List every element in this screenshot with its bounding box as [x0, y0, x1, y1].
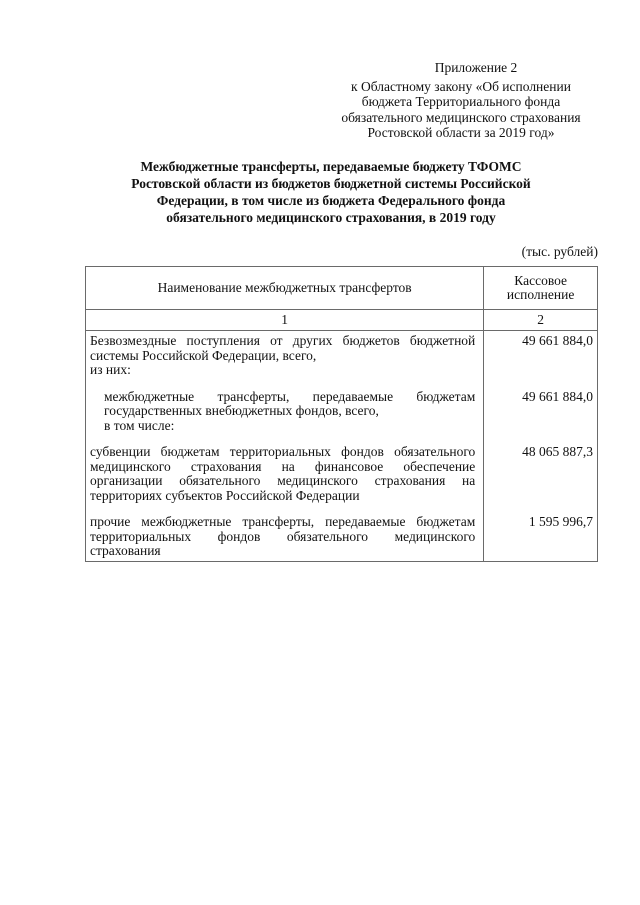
- row-name-cell: [86, 503, 484, 561]
- row-name-cell: [86, 378, 484, 434]
- row-name: субвенции бюджетам территориальных фондов обязательного медицинского страхования на финансовое обеспечение организации обязательного медицинского страхования на территориях субъектов Российской Федерации: [90, 444, 476, 503]
- table-row: [86, 331, 598, 378]
- table-row: [86, 503, 598, 561]
- title-line: Федерации, в том числе из бюджета Федерального фонда: [156, 193, 506, 208]
- appendix-block: [330, 60, 592, 141]
- units-label: (тыс. рублей): [521, 244, 598, 259]
- transfers-table: [85, 266, 598, 562]
- appendix-line: бюджета Территориального фонда: [361, 94, 561, 109]
- table-header-row: [86, 267, 598, 310]
- column-number: 1: [86, 310, 484, 331]
- row-note: из них:: [90, 362, 131, 377]
- table-row: [86, 378, 598, 434]
- column-header-execution: Кассовое исполнение: [484, 267, 598, 310]
- row-value: 49 661 884,0: [484, 378, 598, 434]
- column-number-row: [86, 310, 598, 331]
- row-name-cell: [86, 331, 484, 378]
- appendix-line: Ростовской области за 2019 год»: [367, 125, 555, 140]
- column-header-name: Наименование межбюджетных трансфертов: [86, 267, 484, 310]
- row-name: межбюджетные трансферты, передаваемые бюджетам государственных внебюджетных фондов, всего,: [104, 388, 476, 418]
- row-name-cell: [86, 433, 484, 503]
- title-line: Ростовской области из бюджетов бюджетной системы Российской: [131, 176, 531, 191]
- appendix-line: к Областному закону «Об исполнении: [351, 78, 571, 94]
- table-row: [86, 433, 598, 503]
- row-name: прочие межбюджетные трансферты, передаваемые бюджетам территориальных фондов обязательного медицинского страхования: [90, 514, 476, 558]
- row-value: 48 065 887,3: [484, 433, 598, 503]
- row-note: в том числе:: [104, 417, 175, 433]
- title-line: обязательного медицинского страхования, в 2019 году: [166, 210, 496, 225]
- row-value: 1 595 996,7: [484, 503, 598, 561]
- appendix-number: Приложение 2: [434, 60, 518, 75]
- appendix-line: обязательного медицинского страхования: [341, 109, 581, 125]
- column-number: 2: [484, 310, 598, 331]
- title-line: Межбюджетные трансферты, передаваемые бюджету ТФОМС: [140, 159, 522, 174]
- row-value: 49 661 884,0: [484, 331, 598, 378]
- row-name: Безвозмездные поступления от других бюджетов бюджетной системы Российской Федерации, всего,: [90, 333, 476, 363]
- document-title: [96, 158, 566, 226]
